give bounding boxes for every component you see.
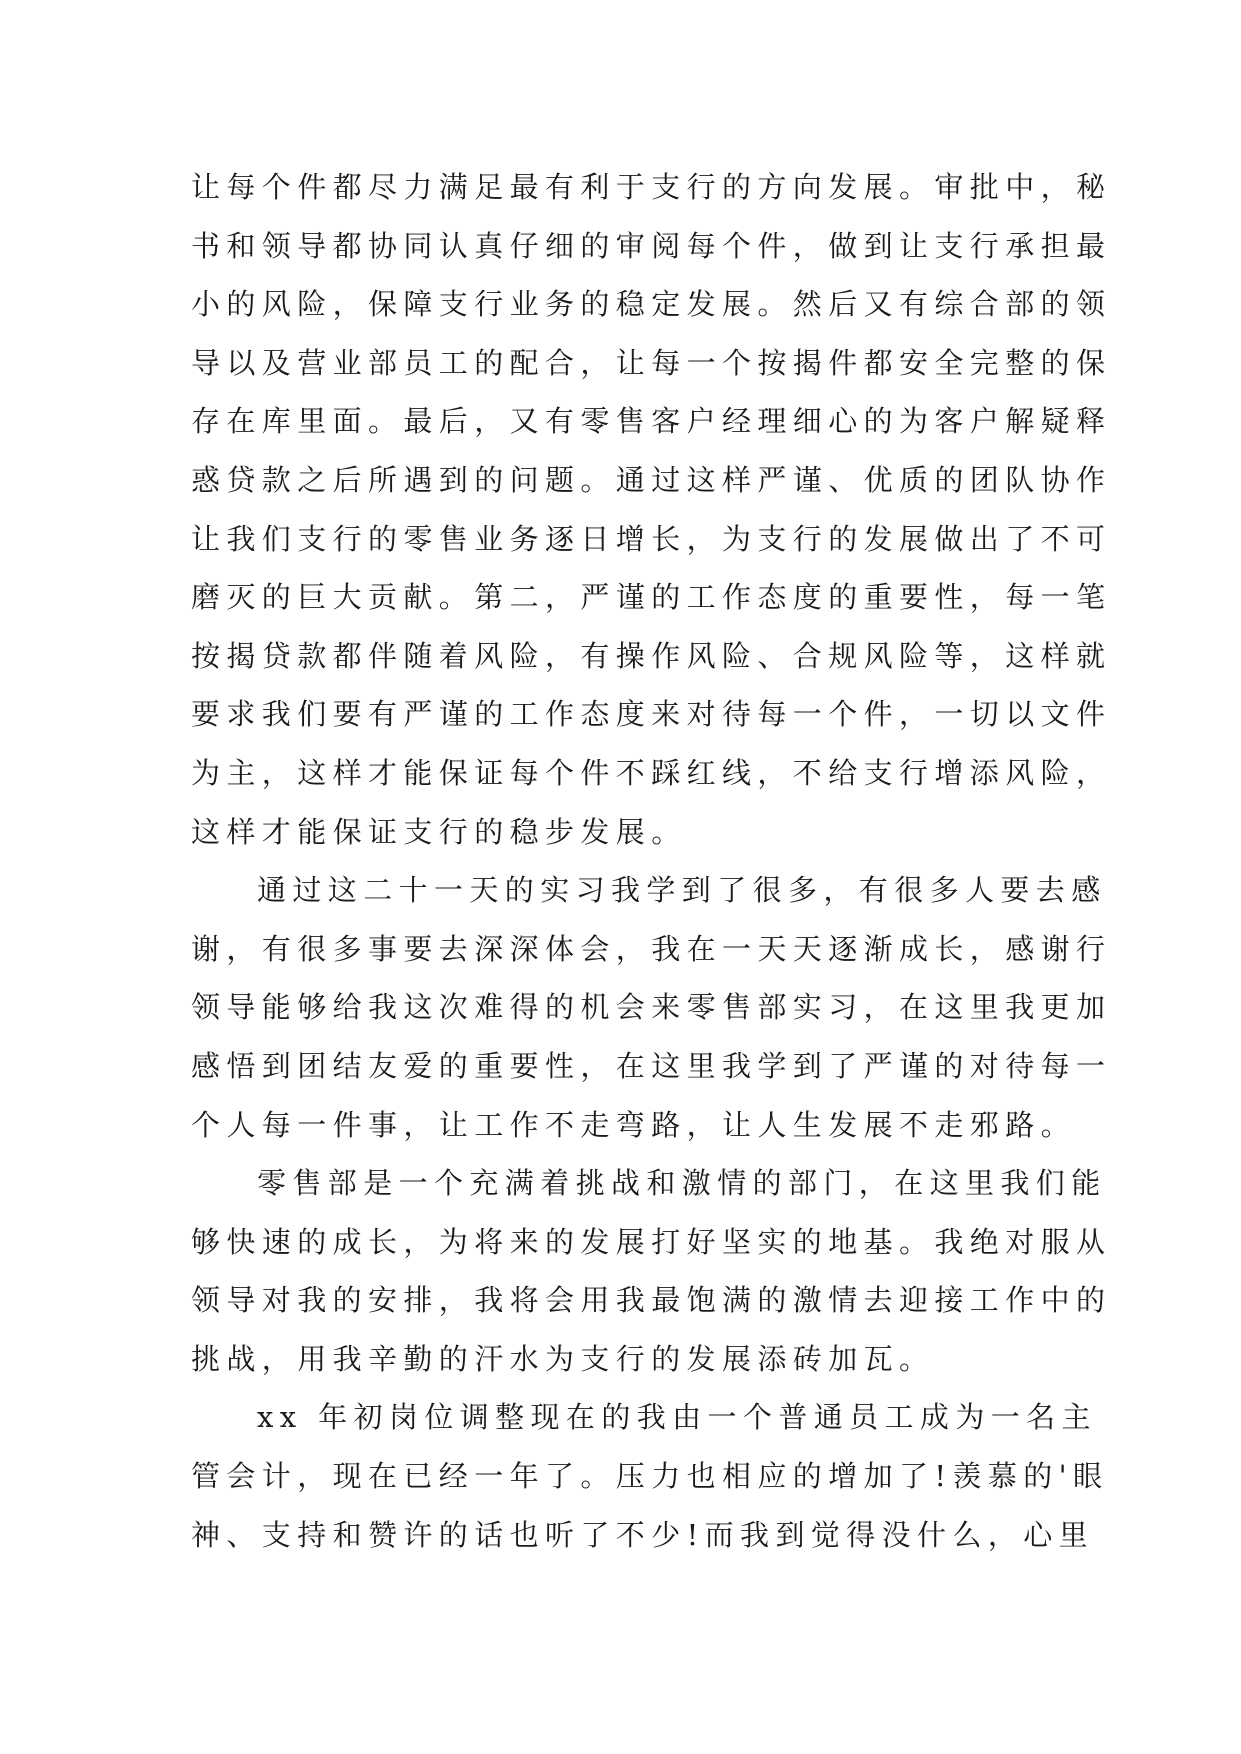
text-line: 个人每一件事，让工作不走弯路，让人生发展不走邪路。 xyxy=(191,1107,1077,1142)
text-line: 这样才能保证支行的稳步发展。 xyxy=(191,814,687,849)
text-line: 按揭贷款都伴随着风险，有操作风险、合规风险等，这样就 xyxy=(191,638,1112,673)
text-line: 让我们支行的零售业务逐日增长，为支行的发展做出了不可 xyxy=(191,521,1112,556)
text-line: 要求我们要有严谨的工作态度来对待每一个件，一切以文件 xyxy=(191,697,1112,732)
text-line: 管会计，现在已经一年了。压力也相应的增加了!羡慕的'眼 xyxy=(191,1459,1109,1494)
text-line: 让每个件都尽力满足最有利于支行的方向发展。审批中，秘 xyxy=(191,170,1112,204)
text-line: 书和领导都协同认真仔细的审阅每个件，做到让支行承担最 xyxy=(191,228,1112,263)
text-line: 导以及营业部员工的配合，让每一个按揭件都安全完整的保 xyxy=(191,345,1112,380)
text-line: 领导能够给我这次难得的机会来零售部实习，在这里我更加 xyxy=(191,990,1112,1025)
text-line: 谢，有很多事要去深深体会，我在一天天逐渐成长，感谢行 xyxy=(191,931,1112,966)
text-line: 小的风险，保障支行业务的稳定发展。然后又有综合部的领 xyxy=(191,287,1112,322)
paragraph-start-line: 通过这二十一天的实习我学到了很多，有很多人要去感 xyxy=(257,873,1107,908)
text-line: 为主，这样才能保证每个件不踩红线，不给支行增添风险， xyxy=(191,755,1112,790)
text-line: 惑贷款之后所遇到的问题。通过这样严谨、优质的团队协作 xyxy=(191,462,1112,497)
text-line: 挑战，用我辛勤的汗水为支行的发展添砖加瓦。 xyxy=(191,1341,935,1376)
paragraph-start-line: xx 年初岗位调整现在的我由一个普通员工成为一名主 xyxy=(257,1400,1097,1435)
text-line: 神、支持和赞许的话也听了不少!而我到觉得没什么，心里 xyxy=(191,1517,1095,1552)
text-line: 感悟到团结友爱的重要性，在这里我学到了严谨的对待每一 xyxy=(191,1048,1112,1083)
paragraph-start-line: 零售部是一个充满着挑战和激情的部门，在这里我们能 xyxy=(257,1166,1107,1201)
text-line: 存在库里面。最后，又有零售客户经理细心的为客户解疑释 xyxy=(191,404,1112,439)
text-line: 磨灭的巨大贡献。第二，严谨的工作态度的重要性，每一笔 xyxy=(191,580,1112,615)
text-line: 领导对我的安排，我将会用我最饱满的激情去迎接工作中的 xyxy=(191,1283,1112,1318)
text-line: 够快速的成长，为将来的发展打好坚实的地基。我绝对服从 xyxy=(191,1224,1112,1259)
document-body xyxy=(191,158,1112,1564)
